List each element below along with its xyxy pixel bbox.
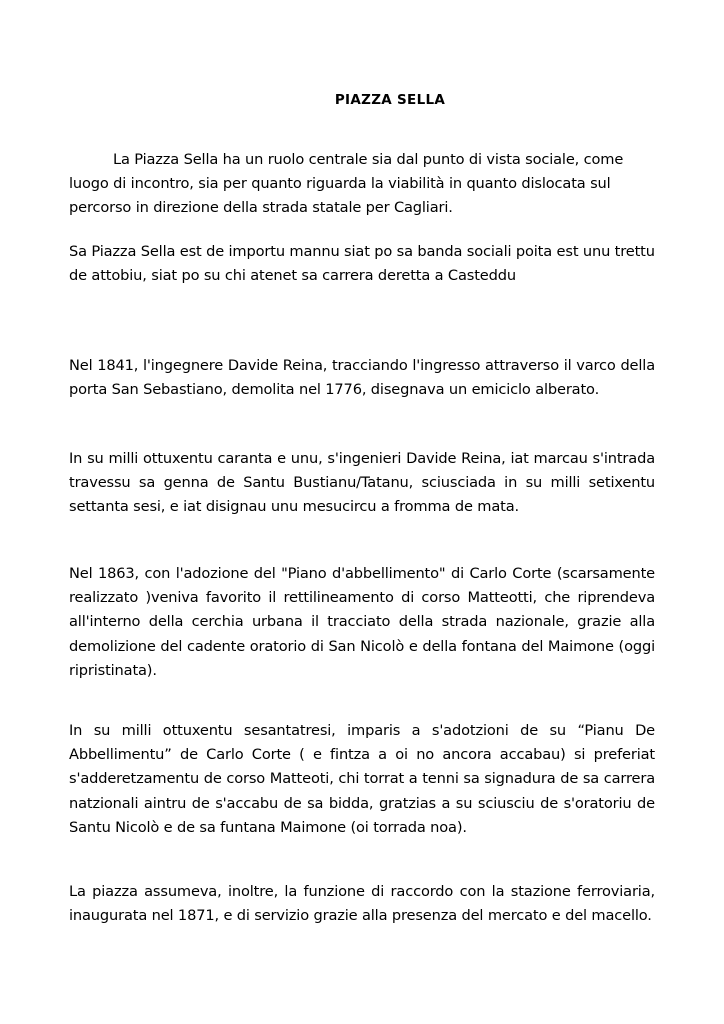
paragraph-sardinian-1841: In su milli ottuxentu caranta e unu, s'ingenieri Davide Reina, iat marcau s'intrada travessu sa genna de Santu Bustianu/Tatanu, sciusciada in su milli setixentu settanta sesi, e iat disignau unu mesucircu a fromma de mata. [69,450,655,516]
paragraph-sardinian-1863: In su milli ottuxentu sesantatresi, imparis a s'adotzioni de su “Pianu De Abbellimentu” de Carlo Corte ( e fintza a oi no ancora accabau) si preferiat s'adderetzamentu de corso Matteoti, chi torrat a tenni sa signadura de sa carrera natzionali aintru de s'accabu de sa bidda, gratzias a su sciusciu de s'oratoriu de Santu Nicolò e de sa funtana Maimone (oi torrada noa). [69,722,655,836]
paragraph-italian-1841: Nel 1841, l'ingegnere Davide Reina, tracciando l'ingresso attraverso il varco della porta San Sebastiano, demolita nel 1776, disegnava un emiciclo alberato. [69,357,655,399]
paragraph-italian-intro: La Piazza Sella ha un ruolo centrale sia dal punto di vista sociale, come luogo di incontro, sia per quanto riguarda la viabilità in quanto dislocata sul percorso in direzione della strada statale per Cagliari. [69,151,624,217]
paragraph-italian-1863: Nel 1863, con l'adozione del "Piano d'abbellimento" di Carlo Corte (scarsamente realizzato )veniva favorito il rettilineamento di corso Matteotti, che riprendeva all'interno della cerchia urbana il tracciato della strada nazionale, grazie alla demolizione del cadente oratorio di San Nicolò e della fontana del Maimone (oggi ripristinata). [69,565,655,679]
paragraph-italian-station: La piazza assumeva, inoltre, la funzione di raccordo con la stazione ferroviaria, inaugurata nel 1871, e di servizio grazie alla presenza del mercato e del macello. [69,883,655,925]
page-title: PIAZZA SELLA [334,92,446,108]
paragraph-sardinian-intro: Sa Piazza Sella est de importu mannu siat po sa banda sociali poita est unu trettu de attobiu, siat po su chi atenet sa carrera deretta a Casteddu [69,243,655,285]
